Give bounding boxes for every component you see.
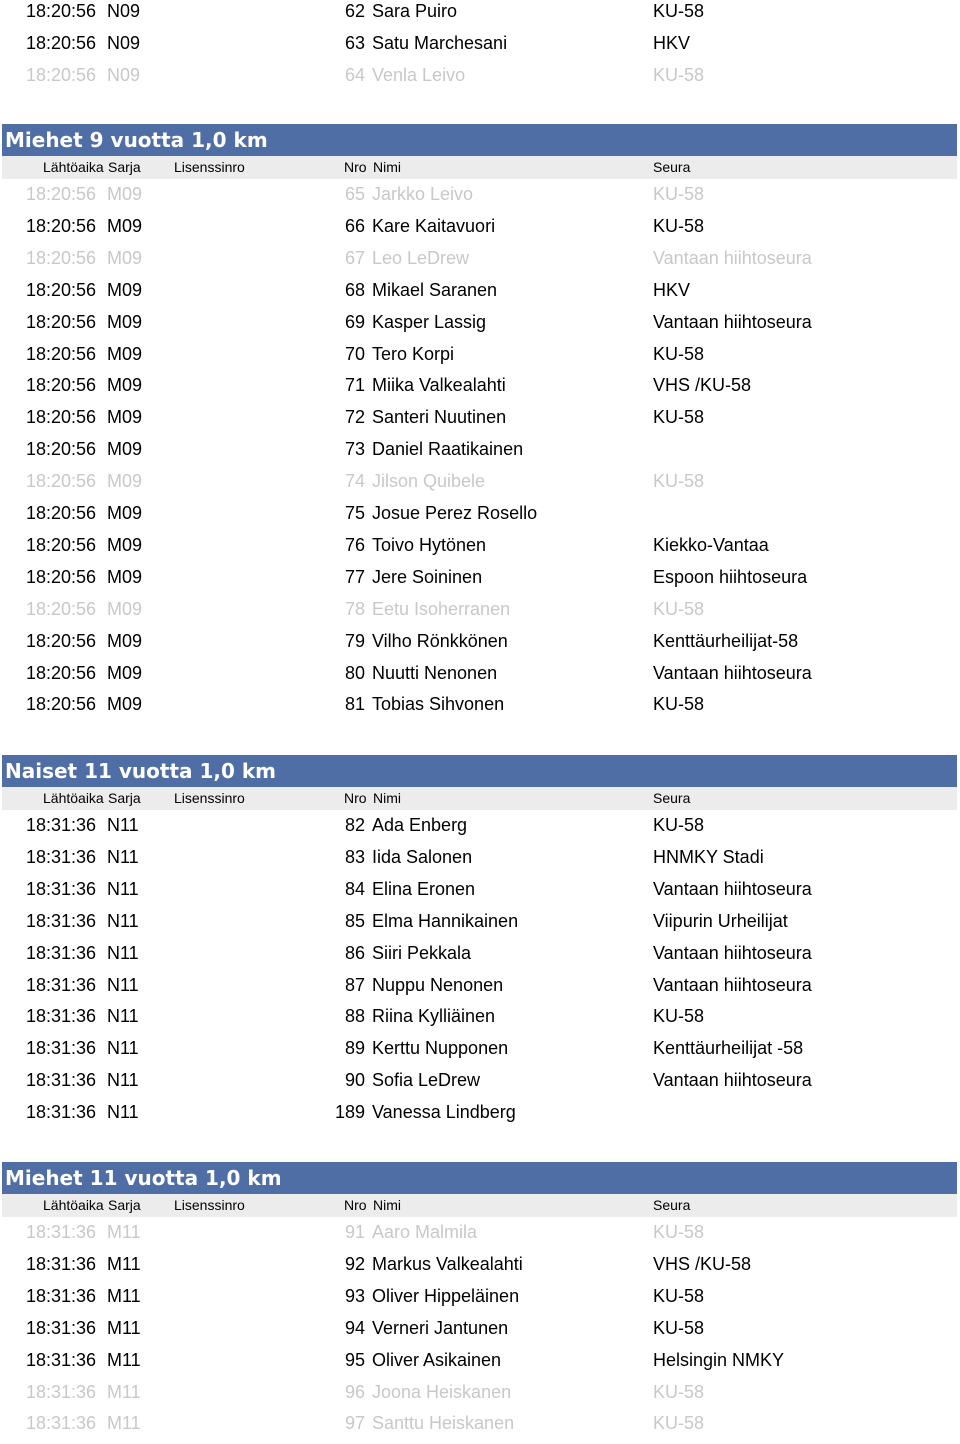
- start-time: 18:20:56: [26, 343, 97, 364]
- table-row: [0, 566, 960, 598]
- race-class: M09: [107, 439, 143, 460]
- race-class: M09: [107, 375, 143, 396]
- table-row: [0, 1101, 960, 1133]
- bib-number: 78: [344, 598, 365, 619]
- race-class: M09: [107, 247, 143, 268]
- table-row: [0, 910, 960, 942]
- start-time: 18:20:56: [26, 247, 97, 268]
- table-row: [0, 1381, 960, 1413]
- race-class: N09: [107, 32, 141, 53]
- start-time: 18:20:56: [26, 184, 97, 204]
- club-name: VHS /KU-58: [653, 375, 752, 396]
- bib-number: 80: [344, 662, 365, 683]
- start-time: 18:31:36: [26, 1222, 97, 1242]
- table-row: [0, 343, 960, 375]
- athlete-name: Jilson Quibele: [372, 471, 486, 492]
- race-class: N11: [107, 1102, 139, 1123]
- start-time: 18:20:56: [26, 630, 97, 651]
- bib-number: 81: [344, 694, 365, 715]
- club-name: KU-58: [653, 1317, 705, 1338]
- race-class: M11: [107, 1285, 141, 1306]
- table-row: [0, 311, 960, 343]
- club-name: Helsingin NMKY: [653, 1349, 785, 1370]
- bib-number: 75: [344, 503, 365, 523]
- col-class: Sarja: [108, 1197, 141, 1213]
- athlete-name: Kare Kaitavuori: [372, 215, 496, 236]
- club-name: Vantaan hiihtoseura: [653, 942, 812, 963]
- athlete-name: Josue Perez Rosello: [372, 503, 538, 523]
- table-row: [0, 32, 960, 64]
- bib-number: 64: [344, 64, 365, 85]
- bib-number: 62: [344, 1, 365, 21]
- bib-number: 71: [344, 375, 365, 396]
- table-row: [0, 1317, 960, 1349]
- athlete-name: Miika Valkealahti: [372, 375, 506, 396]
- start-time: 18:20:56: [26, 375, 97, 396]
- bib-number: 95: [344, 1349, 365, 1370]
- club-name: KU-58: [653, 815, 705, 835]
- table-row: [0, 598, 960, 630]
- club-name: KU-58: [653, 598, 705, 619]
- start-time: 18:31:36: [26, 1006, 97, 1027]
- race-class: M09: [107, 311, 143, 332]
- athlete-name: Nuppu Nenonen: [372, 974, 504, 995]
- table-row: [0, 279, 960, 311]
- table-row: [0, 1253, 960, 1285]
- athlete-name: Venla Leivo: [372, 64, 466, 85]
- race-class: M09: [107, 534, 143, 555]
- start-time: 18:20:56: [26, 32, 97, 53]
- bib-number: 86: [344, 942, 365, 963]
- athlete-name: Elina Eronen: [372, 878, 476, 899]
- section-title: Miehet 11 vuotta 1,0 km: [2, 1162, 957, 1194]
- bib-number: 83: [344, 846, 365, 867]
- col-class: Sarja: [108, 159, 141, 175]
- athlete-name: Joona Heiskanen: [372, 1381, 512, 1402]
- start-time: 18:20:56: [26, 215, 97, 236]
- athlete-name: Aaro Malmila: [372, 1222, 478, 1242]
- table-row: [0, 630, 960, 662]
- race-class: N11: [107, 1006, 139, 1027]
- start-time: 18:20:56: [26, 662, 97, 683]
- club-name: KU-58: [653, 1, 705, 21]
- col-club: Seura: [653, 159, 691, 175]
- bib-number: 94: [344, 1317, 365, 1338]
- table-row: [0, 662, 960, 694]
- athlete-name: Vanessa Lindberg: [372, 1102, 516, 1123]
- bib-number: 63: [344, 32, 365, 53]
- bib-number: 87: [344, 974, 365, 995]
- athlete-name: Satu Marchesani: [372, 32, 508, 53]
- start-time: 18:20:56: [26, 598, 97, 619]
- athlete-name: Jere Soininen: [372, 566, 483, 587]
- club-name: KU-58: [653, 343, 705, 364]
- race-class: M11: [107, 1413, 141, 1434]
- table-row: [0, 247, 960, 279]
- club-name: Vantaan hiihtoseura: [653, 311, 812, 332]
- race-class: M09: [107, 184, 143, 204]
- start-time: 18:31:36: [26, 1413, 97, 1434]
- start-time: 18:20:56: [26, 694, 97, 715]
- athlete-name: Sofia LeDrew: [372, 1070, 481, 1091]
- club-name: KU-58: [653, 1222, 705, 1242]
- club-name: HNMKY Stadi: [653, 846, 764, 867]
- club-name: HKV: [653, 32, 691, 53]
- col-club: Seura: [653, 1197, 691, 1213]
- bib-number: 68: [344, 279, 365, 300]
- section-title: Naiset 11 vuotta 1,0 km: [2, 755, 957, 787]
- athlete-name: Tobias Sihvonen: [372, 694, 505, 715]
- club-name: KU-58: [653, 64, 705, 85]
- start-time: 18:31:36: [26, 846, 97, 867]
- athlete-name: Iida Salonen: [372, 846, 473, 867]
- race-class: M09: [107, 694, 143, 715]
- bib-number: 73: [344, 439, 365, 460]
- athlete-name: Santeri Nuutinen: [372, 407, 507, 428]
- athlete-name: Santtu Heiskanen: [372, 1413, 515, 1434]
- col-start-time: Lähtöaika: [43, 790, 104, 806]
- club-name: Vantaan hiihtoseura: [653, 247, 812, 268]
- club-name: KU-58: [653, 215, 705, 236]
- bib-number: 72: [344, 407, 365, 428]
- start-time: 18:31:36: [26, 1349, 97, 1370]
- bib-number: 92: [344, 1253, 365, 1274]
- athlete-name: Oliver Asikainen: [372, 1349, 502, 1370]
- club-name: Kiekko-Vantaa: [653, 534, 769, 555]
- athlete-name: Eetu Isoherranen: [372, 598, 511, 619]
- athlete-name: Mikael Saranen: [372, 279, 498, 300]
- col-number: Nro: [344, 790, 367, 806]
- club-name: HKV: [653, 279, 691, 300]
- start-time: 18:20:56: [26, 64, 97, 85]
- col-number: Nro: [344, 1197, 367, 1213]
- race-class: N11: [107, 942, 139, 963]
- race-class: N11: [107, 910, 139, 931]
- race-class: M09: [107, 279, 143, 300]
- table-row: [0, 183, 960, 215]
- race-class: M09: [107, 215, 143, 236]
- race-class: M09: [107, 566, 143, 587]
- club-name: Vantaan hiihtoseura: [653, 974, 812, 995]
- club-name: KU-58: [653, 184, 705, 204]
- table-row: [0, 470, 960, 502]
- col-license: Lisenssinro: [174, 790, 245, 806]
- athlete-name: Siiri Pekkala: [372, 942, 472, 963]
- bib-number: 69: [344, 311, 365, 332]
- club-name: VHS /KU-58: [653, 1253, 752, 1274]
- table-row: [0, 502, 960, 534]
- section-title: Miehet 9 vuotta 1,0 km: [2, 124, 957, 156]
- race-class: M11: [107, 1381, 141, 1402]
- bib-number: 76: [344, 534, 365, 555]
- race-class: M11: [107, 1253, 141, 1274]
- athlete-name: Sara Puiro: [372, 1, 458, 21]
- col-license: Lisenssinro: [174, 1197, 245, 1213]
- table-row: [0, 64, 960, 96]
- bib-number: 67: [344, 247, 365, 268]
- start-time: 18:20:56: [26, 439, 97, 460]
- race-class: M09: [107, 503, 143, 523]
- col-name: Nimi: [373, 159, 401, 175]
- athlete-name: Elma Hannikainen: [372, 910, 519, 931]
- club-name: KU-58: [653, 1413, 705, 1434]
- athlete-name: Kerttu Nupponen: [372, 1038, 509, 1059]
- race-class: M09: [107, 407, 143, 428]
- start-time: 18:20:56: [26, 566, 97, 587]
- bib-number: 88: [344, 1006, 365, 1027]
- start-time: 18:20:56: [26, 1, 97, 21]
- col-name: Nimi: [373, 790, 401, 806]
- athlete-name: Toivo Hytönen: [372, 534, 487, 555]
- start-time: 18:31:36: [26, 1381, 97, 1402]
- table-row: [0, 0, 960, 32]
- club-name: Kenttäurheilijat-58: [653, 630, 799, 651]
- column-header-row: [2, 1194, 957, 1217]
- race-class: N11: [107, 974, 139, 995]
- club-name: KU-58: [653, 694, 705, 715]
- club-name: Kenttäurheilijat -58: [653, 1038, 804, 1059]
- start-time: 18:20:56: [26, 279, 97, 300]
- col-class: Sarja: [108, 790, 141, 806]
- athlete-name: Nuutti Nenonen: [372, 662, 498, 683]
- start-time: 18:31:36: [26, 1070, 97, 1091]
- table-row: [0, 1069, 960, 1101]
- table-row: [0, 1412, 960, 1444]
- table-row: [0, 846, 960, 878]
- bib-number: 79: [344, 630, 365, 651]
- table-row: [0, 814, 960, 846]
- table-row: [0, 942, 960, 974]
- club-name: Vantaan hiihtoseura: [653, 1070, 812, 1091]
- club-name: Viipurin Urheilijat: [653, 910, 788, 931]
- athlete-name: Verneri Jantunen: [372, 1317, 509, 1338]
- start-time: 18:31:36: [26, 1038, 97, 1059]
- club-name: KU-58: [653, 1285, 705, 1306]
- start-time: 18:20:56: [26, 407, 97, 428]
- athlete-name: Vilho Rönkkönen: [372, 630, 508, 651]
- bib-number: 66: [344, 215, 365, 236]
- start-time: 18:31:36: [26, 910, 97, 931]
- start-time: 18:20:56: [26, 311, 97, 332]
- race-class: N11: [107, 815, 139, 835]
- start-time: 18:20:56: [26, 534, 97, 555]
- athlete-name: Oliver Hippeläinen: [372, 1285, 520, 1306]
- col-start-time: Lähtöaika: [43, 1197, 104, 1213]
- athlete-name: Leo LeDrew: [372, 247, 470, 268]
- start-time: 18:31:36: [26, 1285, 97, 1306]
- table-row: [0, 534, 960, 566]
- bib-number: 65: [344, 184, 365, 204]
- athlete-name: Jarkko Leivo: [372, 184, 474, 204]
- bib-number: 97: [344, 1413, 365, 1434]
- start-time: 18:31:36: [26, 815, 97, 835]
- col-start-time: Lähtöaika: [43, 159, 104, 175]
- athlete-name: Kasper Lassig: [372, 311, 487, 332]
- bib-number: 74: [344, 471, 365, 492]
- race-class: M09: [107, 471, 143, 492]
- bib-number: 96: [344, 1381, 365, 1402]
- club-name: Vantaan hiihtoseura: [653, 878, 812, 899]
- start-time: 18:31:36: [26, 1253, 97, 1274]
- club-name: KU-58: [653, 471, 705, 492]
- race-class: M09: [107, 343, 143, 364]
- bib-number: 90: [344, 1070, 365, 1091]
- table-row: [0, 374, 960, 406]
- start-time: 18:20:56: [26, 503, 97, 523]
- table-row: [0, 406, 960, 438]
- club-name: KU-58: [653, 407, 705, 428]
- athlete-name: Riina Kylliäinen: [372, 1006, 496, 1027]
- start-time: 18:31:36: [26, 1102, 97, 1123]
- bib-number: 84: [344, 878, 365, 899]
- table-row: [0, 1037, 960, 1069]
- club-name: KU-58: [653, 1006, 705, 1027]
- club-name: KU-58: [653, 1381, 705, 1402]
- table-row: [0, 1221, 960, 1253]
- col-name: Nimi: [373, 1197, 401, 1213]
- athlete-name: Daniel Raatikainen: [372, 439, 524, 460]
- bib-number: 77: [344, 566, 365, 587]
- club-name: Espoon hiihtoseura: [653, 566, 808, 587]
- table-row: [0, 974, 960, 1006]
- athlete-name: Tero Korpi: [372, 343, 455, 364]
- bib-number: 91: [344, 1222, 365, 1242]
- race-class: M11: [107, 1222, 141, 1242]
- column-header-row: [2, 156, 957, 179]
- table-row: [0, 1005, 960, 1037]
- race-class: M11: [107, 1317, 141, 1338]
- start-time: 18:31:36: [26, 942, 97, 963]
- bib-number: 189: [334, 1102, 365, 1123]
- start-time: 18:31:36: [26, 878, 97, 899]
- race-class: M09: [107, 598, 143, 619]
- table-row: [0, 1349, 960, 1381]
- start-time: 18:31:36: [26, 974, 97, 995]
- table-row: [0, 438, 960, 470]
- start-time: 18:31:36: [26, 1317, 97, 1338]
- table-row: [0, 1285, 960, 1317]
- club-name: Vantaan hiihtoseura: [653, 662, 812, 683]
- table-row: [0, 693, 960, 725]
- column-header-row: [2, 787, 957, 810]
- bib-number: 85: [344, 910, 365, 931]
- bib-number: 93: [344, 1285, 365, 1306]
- race-class: N11: [107, 846, 139, 867]
- table-row: [0, 215, 960, 247]
- start-time: 18:20:56: [26, 471, 97, 492]
- athlete-name: Markus Valkealahti: [372, 1253, 523, 1274]
- race-class: M09: [107, 662, 143, 683]
- col-number: Nro: [344, 159, 367, 175]
- race-class: N09: [107, 64, 141, 85]
- race-class: M11: [107, 1349, 141, 1370]
- col-license: Lisenssinro: [174, 159, 245, 175]
- athlete-name: Ada Enberg: [372, 815, 468, 835]
- race-class: N11: [107, 1038, 139, 1059]
- bib-number: 70: [344, 343, 365, 364]
- bib-number: 82: [344, 815, 365, 835]
- race-class: N09: [107, 1, 141, 21]
- race-class: N11: [107, 878, 139, 899]
- race-class: M09: [107, 630, 143, 651]
- bib-number: 89: [344, 1038, 365, 1059]
- table-row: [0, 878, 960, 910]
- race-class: N11: [107, 1070, 139, 1091]
- col-club: Seura: [653, 790, 691, 806]
